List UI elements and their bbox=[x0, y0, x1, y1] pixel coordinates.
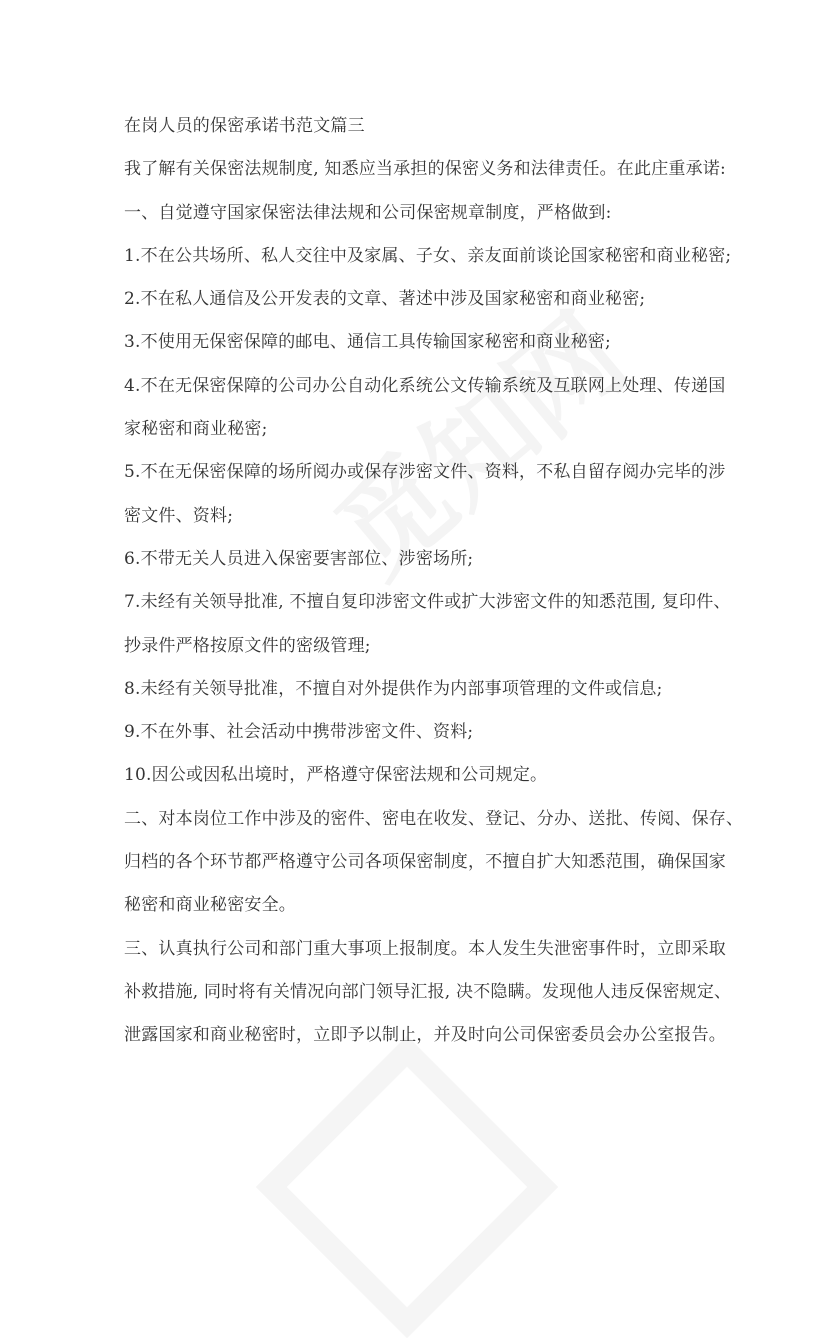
text-line: 6.不带无关人员进入保密要害部位、涉密场所; bbox=[124, 548, 474, 569]
text-line: 秘密和商业秘密安全。 bbox=[124, 895, 296, 916]
text-line: 三、认真执行公司和部门重大事项上报制度。本人发生失泄密事件时，立即采取 bbox=[124, 938, 726, 959]
text-line: 归档的各个环节都严格遵守公司各项保密制度，不擅自扩大知悉范围，确保国家 bbox=[124, 852, 726, 873]
text-line: 1.不在公共场所、私人交往中及家属、子女、亲友面前谈论国家秘密和商业秘密; bbox=[124, 245, 732, 266]
text-line: 8.未经有关领导批准，不擅自对外提供作为内部事项管理的文件或信息; bbox=[124, 678, 663, 699]
text-line: 抄录件严格按原文件的密级管理; bbox=[124, 635, 371, 656]
text-line: 7.未经有关领导批准, 不擅自复印涉密文件或扩大涉密文件的知悉范围, 复印件、 bbox=[124, 592, 731, 613]
text-line: 2.不在私人通信及公开发表的文章、著述中涉及国家秘密和商业秘密; bbox=[124, 289, 646, 310]
text-line: 密文件、资料; bbox=[124, 505, 234, 526]
document-body bbox=[124, 105, 744, 1058]
document-title: 在岗人员的保密承诺书范文篇三 bbox=[124, 116, 365, 136]
text-line: 家秘密和商业秘密; bbox=[124, 419, 268, 440]
text-line: 一、自觉遵守国家保密法律法规和公司保密规章制度，严格做到: bbox=[124, 202, 612, 223]
text-line: 10.因公或因私出境时，严格遵守保密法规和公司规定。 bbox=[124, 765, 548, 786]
text-line: 5.不在无保密保障的场所阅办或保存涉密文件、资料，不私自留存阅办完毕的涉 bbox=[124, 462, 726, 483]
text-line: 3.不使用无保密保障的邮电、通信工具传输国家秘密和商业秘密; bbox=[124, 332, 611, 353]
watermark-logo bbox=[256, 1036, 559, 1338]
text-line: 9.不在外事、社会活动中携带涉密文件、资料; bbox=[124, 722, 474, 743]
text-line: 我了解有关保密法规制度, 知悉应当承担的保密义务和法律责任。在此庄重承诺: bbox=[124, 159, 726, 180]
text-line: 补救措施, 同时将有关情况向部门领导汇报, 决不隐瞒。发现他人违反保密规定、 bbox=[124, 981, 732, 1002]
text-line: 泄露国家和商业秘密时，立即予以制止，并及时向公司保密委员会办公室报告。 bbox=[124, 1025, 726, 1046]
text-line: 二、对本岗位工作中涉及的密件、密电在收发、登记、分办、送批、传阅、保存、 bbox=[124, 808, 744, 829]
text-line: 4.不在无保密保障的公司办公自动化系统公文传输系统及互联网上处理、传递国 bbox=[124, 375, 726, 396]
